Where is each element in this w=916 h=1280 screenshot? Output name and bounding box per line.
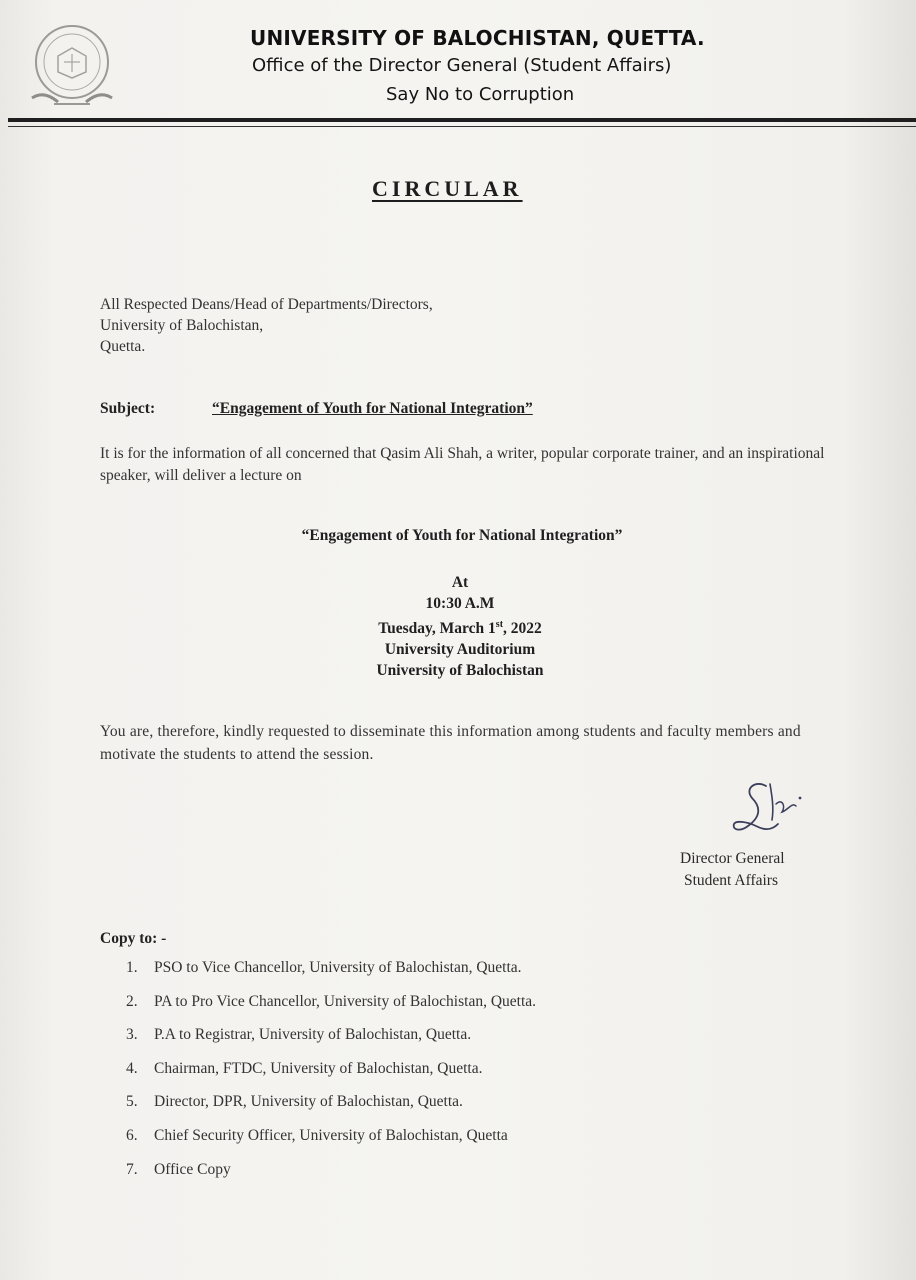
office-name: Office of the Director General (Student Affairs) xyxy=(252,55,672,76)
request-paragraph: You are, therefore, kindly requested to disseminate this information among students and faculty members and motivate the students to attend the session. xyxy=(100,723,801,763)
event-time: 10:30 A.M xyxy=(425,595,495,612)
copy-to-label: Copy to: - xyxy=(100,930,167,947)
list-item: 4. Chairman, FTDC, University of Balochistan, Quetta. xyxy=(126,1059,483,1077)
motto: Say No to Corruption xyxy=(386,84,575,105)
university-name: UNIVERSITY OF BALOCHISTAN, QUETTA. xyxy=(250,26,705,50)
event-institution: University of Balochistan xyxy=(376,662,544,680)
list-item: 1. PSO to Vice Chancellor, University of Balochistan, Quetta. xyxy=(126,959,522,976)
event-details xyxy=(0,572,916,681)
copy-to-list xyxy=(126,956,536,1191)
list-item: 3. P.A to Registrar, University of Balochistan, Quetta. xyxy=(126,1026,472,1044)
addressee-line: All Respected Deans/Head of Departments/Directors, xyxy=(100,296,433,313)
event-at: At xyxy=(451,574,469,591)
addressee-block xyxy=(100,294,433,357)
subject-label: Subject: xyxy=(100,400,156,417)
signature xyxy=(726,776,816,842)
university-seal-logo xyxy=(24,16,120,112)
addressee-line: University of Balochistan, xyxy=(100,317,264,334)
header-rule-thick xyxy=(8,118,916,122)
list-item: 6. Chief Security Officer, University of Balochistan, Quetta xyxy=(126,1126,508,1144)
list-item: 7. Office Copy xyxy=(126,1160,231,1178)
addressee-line: Quetta. xyxy=(100,338,146,355)
signatory-block xyxy=(680,848,785,892)
event-title: “Engagement of Youth for National Integration” xyxy=(301,527,623,544)
intro-paragraph: It is for the information of all concerned that Qasim Ali Shah, a writer, popular corporate trainer, and an inspirational speaker, will deliver a lecture on xyxy=(100,445,825,484)
header-rule-thin xyxy=(8,126,916,127)
subject-text: “Engagement of Youth for National Integration” xyxy=(212,400,533,417)
document-title: CIRCULAR xyxy=(372,176,523,201)
list-item: 5. Director, DPR, University of Balochistan, Quetta. xyxy=(126,1093,463,1111)
signatory-title: Director General xyxy=(680,850,785,867)
signatory-department: Student Affairs xyxy=(684,872,778,889)
event-date: Tuesday, March 1st, 2022 xyxy=(378,619,542,638)
list-item: 2. PA to Pro Vice Chancellor, University of Balochistan, Quetta. xyxy=(126,992,537,1010)
event-venue: University Auditorium xyxy=(384,641,536,659)
